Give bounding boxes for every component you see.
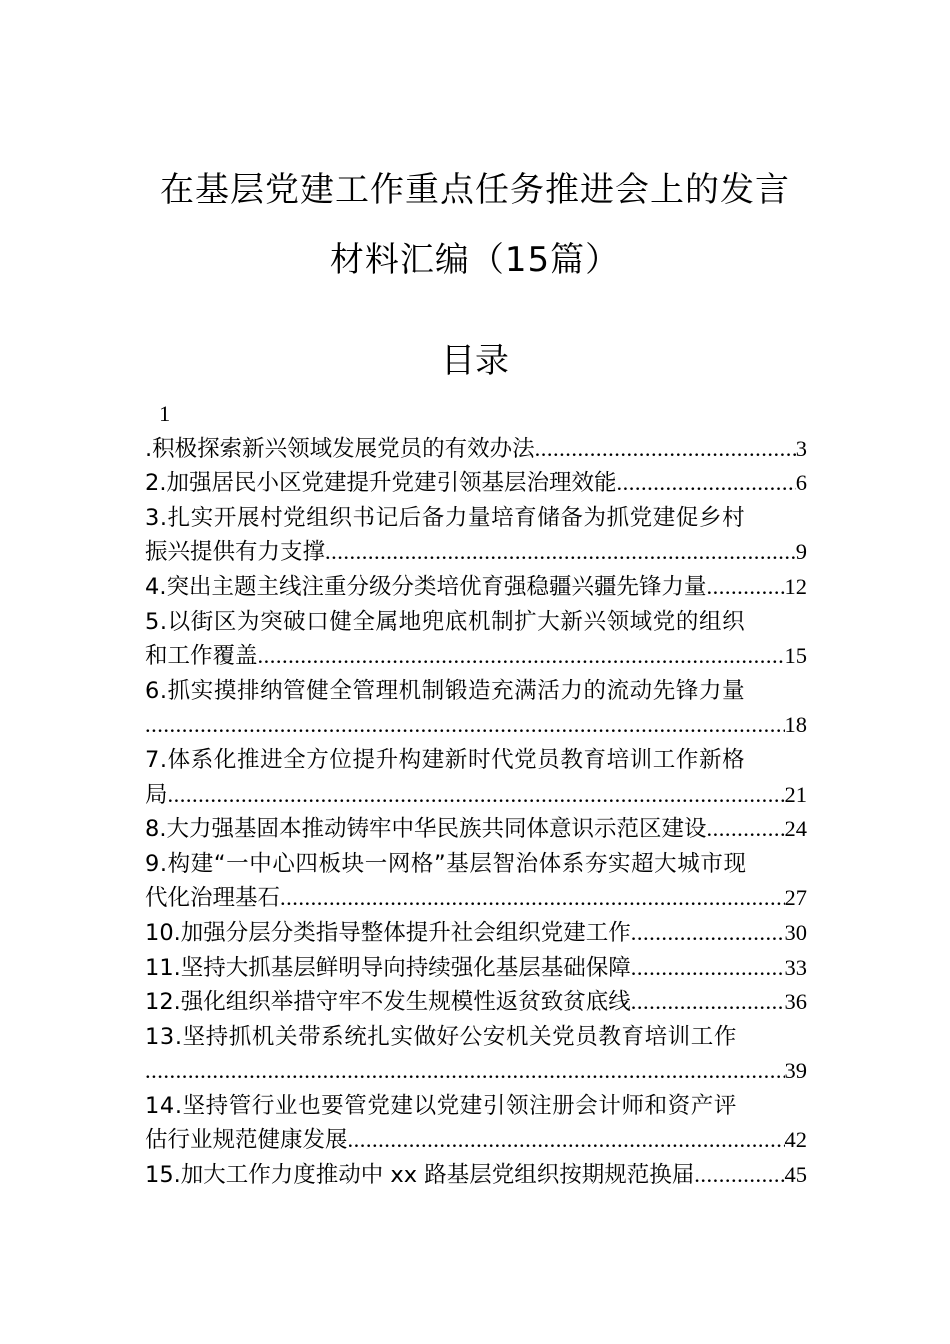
toc-dot-leader: [631, 951, 785, 986]
toc-entry[interactable]: [145, 1020, 807, 1089]
toc-entry-title: 10.加强分层分类指导整体提升社会组织党建工作: [145, 919, 631, 946]
toc-entry-line: [145, 708, 807, 743]
toc-entry-1-number: 1: [159, 401, 171, 426]
toc-entry-line: [145, 847, 807, 882]
toc-entry[interactable]: [145, 985, 807, 1020]
toc-entry-line: [145, 674, 807, 709]
toc-entry-line: [145, 1020, 807, 1055]
toc-entry[interactable]: [145, 466, 807, 501]
toc-entry-line: [145, 466, 807, 501]
toc-page-number: 9: [795, 539, 807, 565]
toc-entry-title: 7.体系化推进全方位提升构建新时代党员教育培训工作新格: [145, 746, 746, 773]
toc-entry-line: [145, 639, 807, 674]
document-title-line-1: 在基层党建工作重点任务推进会上的发言: [160, 170, 790, 210]
toc-entry-title: 和工作覆盖: [145, 643, 258, 670]
toc-dot-leader: [145, 708, 785, 743]
toc-page-number: 6: [795, 470, 807, 496]
toc-entry-title: 代化治理基石: [145, 885, 281, 912]
toc-page-number: 30: [784, 919, 807, 945]
toc-entry-line: [145, 985, 807, 1020]
toc-dot-leader: [535, 432, 796, 467]
toc-entries: [145, 432, 807, 1193]
toc-dot-leader: [325, 535, 796, 570]
toc-page-number: 18: [784, 712, 807, 738]
toc-entry-title: 振兴提供有力支撑: [145, 539, 326, 566]
toc-entry-title: 9.构建“一中心四板块一网格”基层智治体系夯实超大城市现: [145, 850, 747, 877]
toc-entry[interactable]: [145, 951, 807, 986]
toc-entry-title: 局: [145, 781, 168, 808]
toc-page-number: 12: [784, 573, 807, 599]
toc-dot-leader: [631, 916, 785, 951]
toc-entry-line: [145, 812, 807, 847]
toc-entry[interactable]: [145, 743, 807, 812]
toc-dot-leader: [168, 778, 785, 813]
toc-page-number: 45: [784, 1162, 807, 1188]
toc-page-number: 3: [795, 435, 807, 461]
toc-entry-title: 2.加强居民小区党建提升党建引领基层治理效能: [145, 470, 617, 497]
toc-entry-line: [145, 535, 807, 570]
toc-entry-title: 4.突出主题主线注重分级分类培优育强稳疆兴疆先锋力量: [145, 573, 707, 600]
toc-entry[interactable]: [145, 674, 807, 743]
toc-entry-title: 8.大力强基固本推动铸牢中华民族共同体意识示范区建设: [145, 816, 707, 843]
document-title-line-2: 材料汇编（15篇）: [329, 240, 621, 280]
toc-page-number: 27: [784, 885, 807, 911]
toc-entry[interactable]: [145, 501, 807, 570]
toc-entry-title: 3.扎实开展村党组织书记后备力量培育储备为抓党建促乡村: [145, 504, 746, 531]
toc-entry-title: 14.坚持管行业也要管党建以党建引领注册会计师和资产评: [145, 1092, 737, 1119]
toc-dot-leader: [706, 570, 784, 605]
toc-entry-line: [145, 743, 807, 778]
toc-entry-line: [145, 778, 807, 813]
toc-dot-leader: [616, 466, 795, 501]
toc-entry-line: [145, 951, 807, 986]
toc-entry-title: 11.坚持大抓基层鲜明导向持续强化基层基础保障: [145, 954, 631, 981]
toc-entry-line: [145, 501, 807, 536]
toc-entry-title: 12.强化组织举措守牢不发生规模性返贫致贫底线: [145, 989, 631, 1016]
toc-entry-title: 13.坚持抓机关带系统扎实做好公安机关党员教育培训工作: [145, 1023, 737, 1050]
toc-entry-title: 5.以街区为突破口健全属地兜底机制扩大新兴领域党的组织: [145, 608, 746, 635]
toc-entry-line: [145, 881, 807, 916]
toc-entry[interactable]: [145, 812, 807, 847]
toc-page-number: 21: [784, 781, 807, 807]
toc-page-number: 39: [784, 1058, 807, 1084]
toc-entry-line: [145, 916, 807, 951]
toc-entry[interactable]: [145, 605, 807, 674]
toc-page-number: 15: [784, 643, 807, 669]
toc-dot-leader: [145, 1054, 785, 1089]
toc-entry[interactable]: [145, 1089, 807, 1158]
toc-entry[interactable]: [145, 570, 807, 605]
toc-entry-title: .积极探索新兴领域发展党员的有效办法: [145, 435, 535, 462]
toc-heading: 目录: [441, 341, 509, 381]
toc-entry-line: [145, 1089, 807, 1124]
toc-entry[interactable]: [145, 432, 807, 467]
toc-dot-leader: [348, 1123, 785, 1158]
toc-entry-title: 估行业规范健康发展: [145, 1127, 348, 1154]
toc-entry-title: 15.加大工作力度推动中 xx 路基层党组织按期规范换届: [145, 1162, 695, 1189]
toc-dot-leader: [694, 1158, 784, 1193]
toc-entry[interactable]: [145, 847, 807, 916]
toc-entry-line: [145, 605, 807, 640]
toc-page-number: 36: [784, 989, 807, 1015]
toc-page-number: 24: [784, 816, 807, 842]
toc-entry-line: [145, 1123, 807, 1158]
toc-dot-leader: [280, 881, 784, 916]
table-of-contents: [145, 397, 807, 1193]
toc-entry-title: 6.抓实摸排纳管健全管理机制锻造充满活力的流动先锋力量: [145, 677, 746, 704]
toc-dot-leader: [258, 639, 785, 674]
toc-entry[interactable]: [145, 916, 807, 951]
toc-dot-leader: [631, 985, 785, 1020]
toc-entry[interactable]: [145, 1158, 807, 1193]
toc-dot-leader: [706, 812, 784, 847]
toc-entry-line: [145, 1158, 807, 1193]
toc-page-number: 42: [784, 1127, 807, 1153]
toc-page-number: 33: [784, 954, 807, 980]
toc-entry-line: [145, 432, 807, 467]
toc-entry-line: [145, 1054, 807, 1089]
toc-entry-line: [145, 570, 807, 605]
